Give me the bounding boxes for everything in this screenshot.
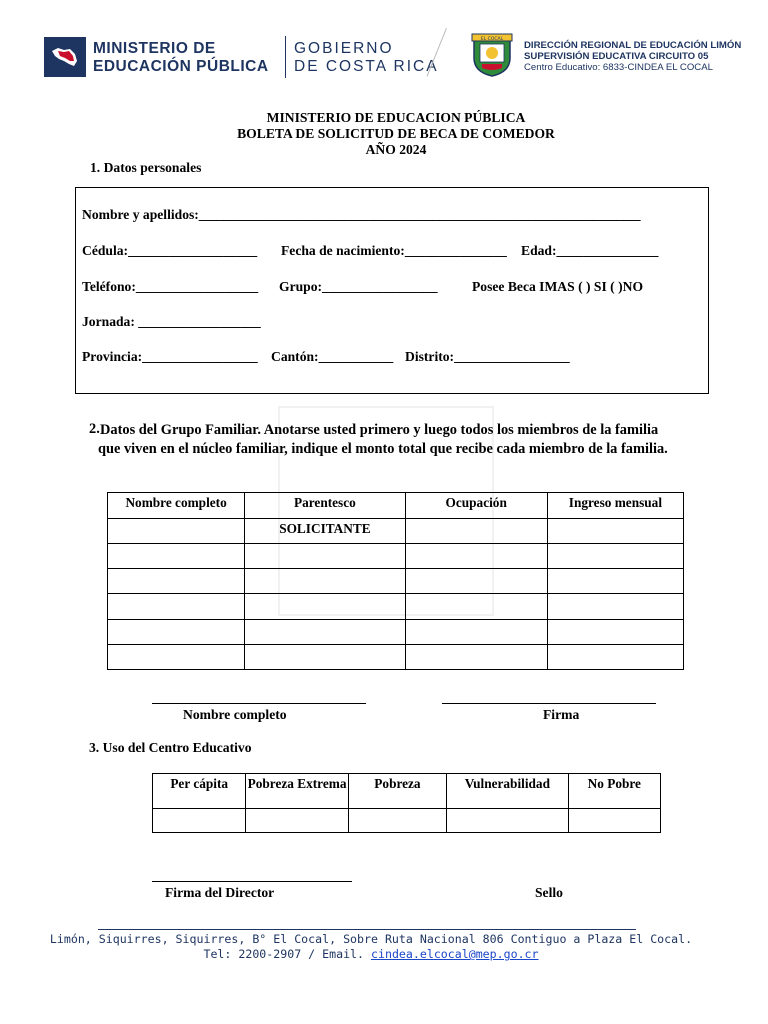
family-col-nombre: Nombre completo — [108, 493, 245, 519]
field-canton[interactable]: Cantón:___________ — [271, 349, 394, 364]
table-cell[interactable] — [108, 569, 245, 594]
footer-address: Limón, Siquirres, Siquirres, B° El Cocal, Sobre Ruta Nacional 806 Contiguo a Plaza El Cocal. — [49, 932, 693, 946]
dre-line1: DIRECCIÓN REGIONAL DE EDUCACIÓN LIMÓN — [524, 40, 742, 51]
field-provincia[interactable]: Provincia:_________________ — [82, 349, 258, 364]
footer-contact — [0, 947, 742, 962]
table-cell[interactable] — [547, 620, 683, 645]
table-cell[interactable] — [447, 809, 568, 833]
dre-line2: SUPERVISIÓN EDUCATIVA CIRCUITO 05 — [524, 51, 709, 62]
mep-logo-text — [93, 40, 269, 76]
footer-tel: Tel: 2200-2907 / Email. — [203, 947, 371, 961]
field-jornada[interactable]: Jornada: __________________ — [82, 314, 261, 329]
table-row — [108, 569, 684, 594]
uso-centro-table — [152, 773, 661, 833]
table-cell[interactable] — [245, 569, 405, 594]
family-table — [107, 492, 684, 670]
table-cell[interactable] — [348, 809, 446, 833]
field-cedula[interactable]: Cédula:___________________ — [82, 243, 258, 258]
table-cell[interactable] — [405, 569, 547, 594]
section2-paragraph: Datos del Grupo Familiar. Anotarse usted primero y luego todos los miembros de la familia que viven en el núcleo familiar, indique el monto total que recibe cada miembro de la familia. — [98, 422, 668, 457]
label-firma: Firma — [543, 707, 580, 722]
table-cell[interactable] — [547, 519, 683, 544]
signature-line-firma[interactable] — [442, 703, 656, 704]
school-crest-icon — [468, 30, 516, 78]
table-cell[interactable] — [568, 809, 660, 833]
label-nombre-completo: Nombre completo — [183, 707, 287, 722]
table-cell[interactable] — [108, 594, 245, 620]
table-cell[interactable] — [153, 809, 246, 833]
table-cell[interactable] — [547, 594, 683, 620]
gob-line1: GOBIERNO — [294, 40, 394, 57]
table-cell[interactable] — [547, 645, 683, 670]
table-cell[interactable] — [405, 519, 547, 544]
document-title — [0, 110, 768, 158]
table-row — [108, 620, 684, 645]
table-cell[interactable] — [405, 594, 547, 620]
table-cell[interactable] — [405, 544, 547, 569]
col-pobreza-extrema: Pobreza Extrema — [246, 774, 348, 809]
signature-line-nombre[interactable] — [152, 703, 366, 704]
table-cell[interactable] — [405, 645, 547, 670]
gobierno-logo-text — [294, 40, 439, 76]
section3-heading: 3. Uso del Centro Educativo — [89, 740, 252, 755]
table-row — [108, 594, 684, 620]
table-row — [108, 519, 684, 544]
table-cell[interactable] — [246, 809, 348, 833]
footer-email-link[interactable]: cindea.elcocal@mep.go.cr — [371, 947, 539, 961]
family-col-parentesco: Parentesco — [245, 493, 405, 519]
table-cell[interactable] — [405, 620, 547, 645]
title-line3: AÑO 2024 — [365, 142, 427, 157]
title-line1: MINISTERIO DE EDUCACION PÚBLICA — [266, 110, 526, 125]
gob-line2: DE COSTA RICA — [294, 58, 439, 75]
dre-line3: Centro Educativo: 6833-CINDEA EL COCAL — [524, 62, 713, 73]
section1-heading: 1. Datos personales — [90, 160, 202, 175]
label-firma-director: Firma del Director — [165, 885, 275, 900]
footer — [0, 932, 742, 962]
footer-divider — [98, 929, 636, 930]
field-beca-imas[interactable]: Posee Beca IMAS ( ) SI ( )NO — [472, 279, 644, 294]
table-cell[interactable] — [108, 645, 245, 670]
cell-solicitante[interactable]: SOLICITANTE — [245, 519, 405, 544]
svg-text:EL COCAL: EL COCAL — [480, 37, 504, 42]
table-cell[interactable] — [547, 544, 683, 569]
col-vulnerabilidad: Vulnerabilidad — [447, 774, 568, 809]
table-row — [153, 809, 661, 833]
field-nombre[interactable]: Nombre y apellidos:_________________________________________________________________ — [82, 207, 641, 222]
signature-line-director[interactable] — [152, 881, 352, 882]
field-grupo[interactable]: Grupo:_________________ — [279, 279, 438, 294]
field-distrito[interactable]: Distrito:_________________ — [405, 349, 570, 364]
table-cell[interactable] — [108, 544, 245, 569]
table-row — [108, 544, 684, 569]
family-col-ingreso: Ingreso mensual — [547, 493, 683, 519]
table-cell[interactable] — [245, 594, 405, 620]
table-row — [108, 645, 684, 670]
col-no-pobre: No Pobre — [568, 774, 660, 809]
label-sello: Sello — [535, 885, 563, 900]
table-cell[interactable] — [108, 519, 245, 544]
table-cell[interactable] — [108, 620, 245, 645]
field-edad[interactable]: Edad:_______________ — [521, 243, 659, 258]
table-cell[interactable] — [547, 569, 683, 594]
section2-number: 2. — [89, 421, 100, 437]
logo-divider — [285, 36, 286, 78]
table-cell[interactable] — [245, 645, 405, 670]
col-per-capita: Per cápita — [153, 774, 246, 809]
table-cell[interactable] — [245, 544, 405, 569]
dre-info — [524, 40, 741, 73]
field-telefono[interactable]: Teléfono:__________________ — [82, 279, 259, 294]
field-fecha-nacimiento[interactable]: Fecha de nacimiento:_______________ — [281, 243, 507, 258]
mep-logo-mark — [44, 37, 86, 77]
mep-line1: MINISTERIO DE — [93, 40, 216, 57]
col-pobreza: Pobreza — [348, 774, 446, 809]
table-cell[interactable] — [245, 620, 405, 645]
mep-line2: EDUCACIÓN PÚBLICA — [93, 58, 269, 75]
title-line2: BOLETA DE SOLICITUD DE BECA DE COMEDOR — [237, 126, 555, 141]
family-col-ocupacion: Ocupación — [405, 493, 547, 519]
